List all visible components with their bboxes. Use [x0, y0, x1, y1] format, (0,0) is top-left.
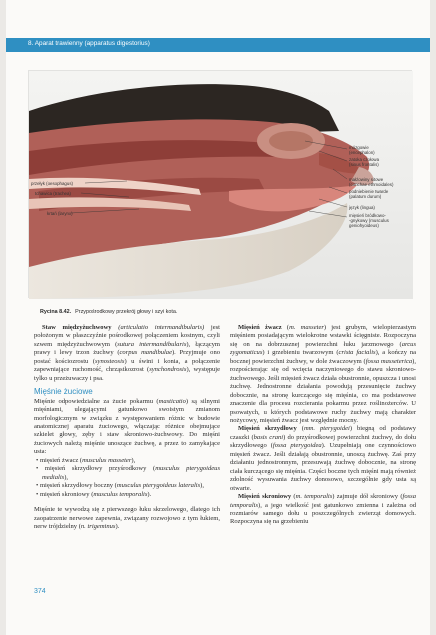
- label-palatum: podniebienie twarde: [349, 189, 389, 194]
- paragraph-staw: Staw międzyżuchwowy (articulatio intermandibularis) jest położonym w płaszczyźnie pośrodkowej połączeniem kostnym, czyli szwem międzyżuchwowym (sutura intermandibularis), łączącym prawy i lewy trzon żuchwy (corpus mandibulae). Przyjmuje ono postać kościozrostu (synosteosis) u świni i konia, a połączenie zapewniające ruchomość, chrząstkozrost (synchondrosis), występuje tylko u przeżuwaczy i psa.: [34, 324, 220, 382]
- list-item: • mięsień skrzydłowy przyśrodkowy (musculus pterygoideus medialis),: [36, 465, 220, 481]
- label-sinus-frontalis: zatoka czołowa: [349, 157, 380, 162]
- page-number: 374: [34, 588, 46, 595]
- paragraph-skroniowy: Mięsień skroniowy (m. temporalis) zajmuje dół skroniowy (fossa temporalis), a jego wielkość jest gatunkowo zmienna i zależna od rozmiarów samego dołu u poszczególnych zwierząt domowych. Rozpoczyna się na grzebieniu: [230, 493, 416, 526]
- label-trachea: tchawica (trachea): [35, 191, 71, 196]
- label-sinus-frontalis-latin: (sinus frontalis): [349, 162, 379, 167]
- paragraph-miesnie: Mięśnie odpowiedzialne za żucie pokarmu (masticatio) są silnymi mięśniami, ulegającymi gatunkowo swoistym zmianom morfologicznym w związku z występowaniem różnic w budowie anatomicznej aparatu żuciowego, włączając różnice obejmujące szkielet głowy, zęby i staw skroniowo-żuchwowy. Do mięśni żuciowych należą mięśnie unoszące żuchwę, a przez to zamykające usta:: [34, 397, 220, 456]
- list-item: • mięsień skrzydłowy boczny (musculus pterygoideus lateralis),: [36, 482, 204, 490]
- figure-number: Rycina 8.42.: [40, 309, 72, 315]
- label-geniohyoideus-2: -gnykowy (musculus: [349, 218, 389, 223]
- muscle-list: [34, 457, 220, 499]
- paragraph-zwacz: Mięsień żwacz (m. masseter) jest grubym, wielopierzastym mięśniem posiadającym wielokrotne wstawki ścięgniste. Rozpoczyna się on na dobrzusznej powierzchni łuku jarzmowego (arcus zygomaticus) i grzebieniu twarzowym (crista facialis), a kończy na bocznej powierzchni żuchwy, w dole żwaczowym (fossa masseterica), rozpościerając się od wcięcia naczyniowego do stawu skroniowo-żuchwowego. Jeśli mięsień żwacz działa obustronnie, opuszcza i unosi żuchwę. Jednostronne działania powodują przesunięcie żuchwy dobocznie, na stronę kurczącego się mięśnia, co ma podstawowe znaczenie dla procesu rozcierania pokarmu przez roślinożerców. U psowatych, u których podstawowe ruchy żuchwy mają charakter nożycowy, mięsień żwacz jest względnie mocny.: [230, 324, 417, 424]
- list-item: • mięsień skroniowy (musculus temporalis).: [36, 490, 152, 498]
- chapter-header-bar: [6, 38, 430, 52]
- book-page: [6, 0, 430, 635]
- label-encephalon-latin: (encephalon): [349, 150, 375, 155]
- figure-caption-text: Przypośrodkowy przekrój głowy i szyi kota.: [75, 309, 178, 315]
- text-column-right: [230, 324, 416, 527]
- figure-caption: [40, 300, 177, 318]
- label-conchae-latin: (conchae ethmoidales): [349, 182, 394, 187]
- chapter-title: 8. Aparat trawienny (apparatus digestorius): [28, 40, 150, 47]
- label-geniohyoideus-latin: geniohyoideus): [349, 223, 379, 228]
- label-larynx: krtań (larynx): [47, 211, 73, 216]
- figure-8-42: [28, 70, 412, 298]
- paragraph-skrzydlowy: Mięsień skrzydłowy (mm. pterygoidei) biegną od podstawy czaszki (basis crani) do przyśrodkowej powierzchni żuchwy, do dołu skrzydłowego (fossa pterygoidea). Uzupełniają one czynnościowo mięsień żwacz. Jeśli działają obustronnie, unoszą żuchwę. Zaś przy działaniu jednostronnym, przesuwają żuchwę dobocznie, na stronę ciała kurczącego się mięśnia. Części boczne tych mięśni mają również zdolność wysuwania żuchwy donosowo, szczególnie gdy usta są otwarte.: [230, 425, 417, 492]
- label-encephalon: mózgowie: [349, 145, 369, 150]
- label-oesophagus: przełyk (oesophagus): [31, 181, 73, 186]
- list-item: • mięsień żwacz (musculus masseter),: [36, 456, 136, 464]
- text-column-left: [34, 324, 220, 531]
- label-conchae: małżowiny sitowe: [349, 177, 384, 182]
- label-palatum-latin: (palatum durum): [349, 194, 382, 199]
- label-geniohyoideus: mięsień bródkowo-: [349, 213, 386, 218]
- label-lingua: język (lingua): [349, 205, 375, 210]
- paragraph-nerw: Mięśnie te wywodzą się z pierwszego łuku skrzelowego, dlatego ich zaopatrzenie nerwowe zapewnia, związany rozwojowo z tym łukiem, nerw trójdzielny (n. trigeminus).: [34, 506, 220, 530]
- section-heading: Mięśnie żuciowe: [34, 387, 93, 397]
